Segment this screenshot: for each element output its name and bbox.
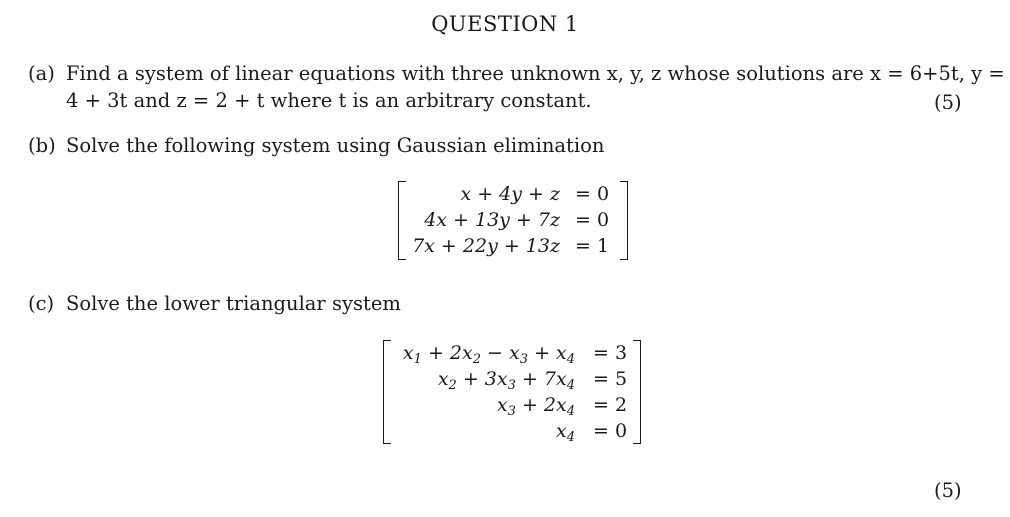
equation-row bbox=[398, 209, 628, 235]
equation-rhs: = 2 bbox=[593, 394, 628, 416]
equation-rhs: = 0 bbox=[575, 183, 610, 205]
part-c-text: Solve the lower triangular system bbox=[66, 292, 401, 315]
equation-row bbox=[398, 183, 628, 209]
equation-lhs: 7x + 22y + 13z bbox=[412, 235, 560, 257]
equation-row bbox=[383, 342, 641, 368]
equation-rhs: = 5 bbox=[593, 368, 628, 390]
part-a-label: (a) bbox=[28, 62, 55, 85]
part-c-marks: (5) bbox=[934, 479, 962, 502]
equation-lhs: 4x + 13y + 7z bbox=[424, 209, 560, 231]
equation-rhs: = 0 bbox=[593, 420, 628, 442]
equation-lhs: $x_1 + 2x_2 - x_3 + x_4$ bbox=[402, 342, 575, 367]
part-b-label: (b) bbox=[28, 134, 56, 157]
equation-rhs: = 0 bbox=[575, 209, 610, 231]
system-c-matrix bbox=[383, 340, 641, 444]
question-title: QUESTION 1 bbox=[431, 12, 579, 36]
part-b-text: Solve the following system using Gaussian elimination bbox=[66, 134, 605, 157]
equation-row bbox=[383, 420, 641, 446]
equation-lhs: $x_2 + 3x_3 + 7x_4$ bbox=[437, 368, 575, 393]
part-a-line1: Find a system of linear equations with three unknown x, y, z whose solutions are x = 6+5t, y = bbox=[66, 62, 1005, 85]
equation-lhs: $x_3 + 2x_4$ bbox=[496, 394, 575, 419]
system-b-matrix bbox=[398, 181, 628, 260]
part-c-label: (c) bbox=[28, 292, 55, 315]
equation-lhs: $x_4$ bbox=[556, 420, 575, 445]
part-a-marks: (5) bbox=[934, 91, 962, 114]
equation-rhs: = 3 bbox=[593, 342, 628, 364]
equation-row bbox=[383, 368, 641, 394]
equation-rhs: = 1 bbox=[575, 235, 610, 257]
part-a-line2: 4 + 3t and z = 2 + t where t is an arbitrary constant. bbox=[66, 89, 592, 112]
equation-lhs: x + 4y + z bbox=[460, 183, 560, 205]
equation-row bbox=[398, 235, 628, 261]
equation-row bbox=[383, 394, 641, 420]
